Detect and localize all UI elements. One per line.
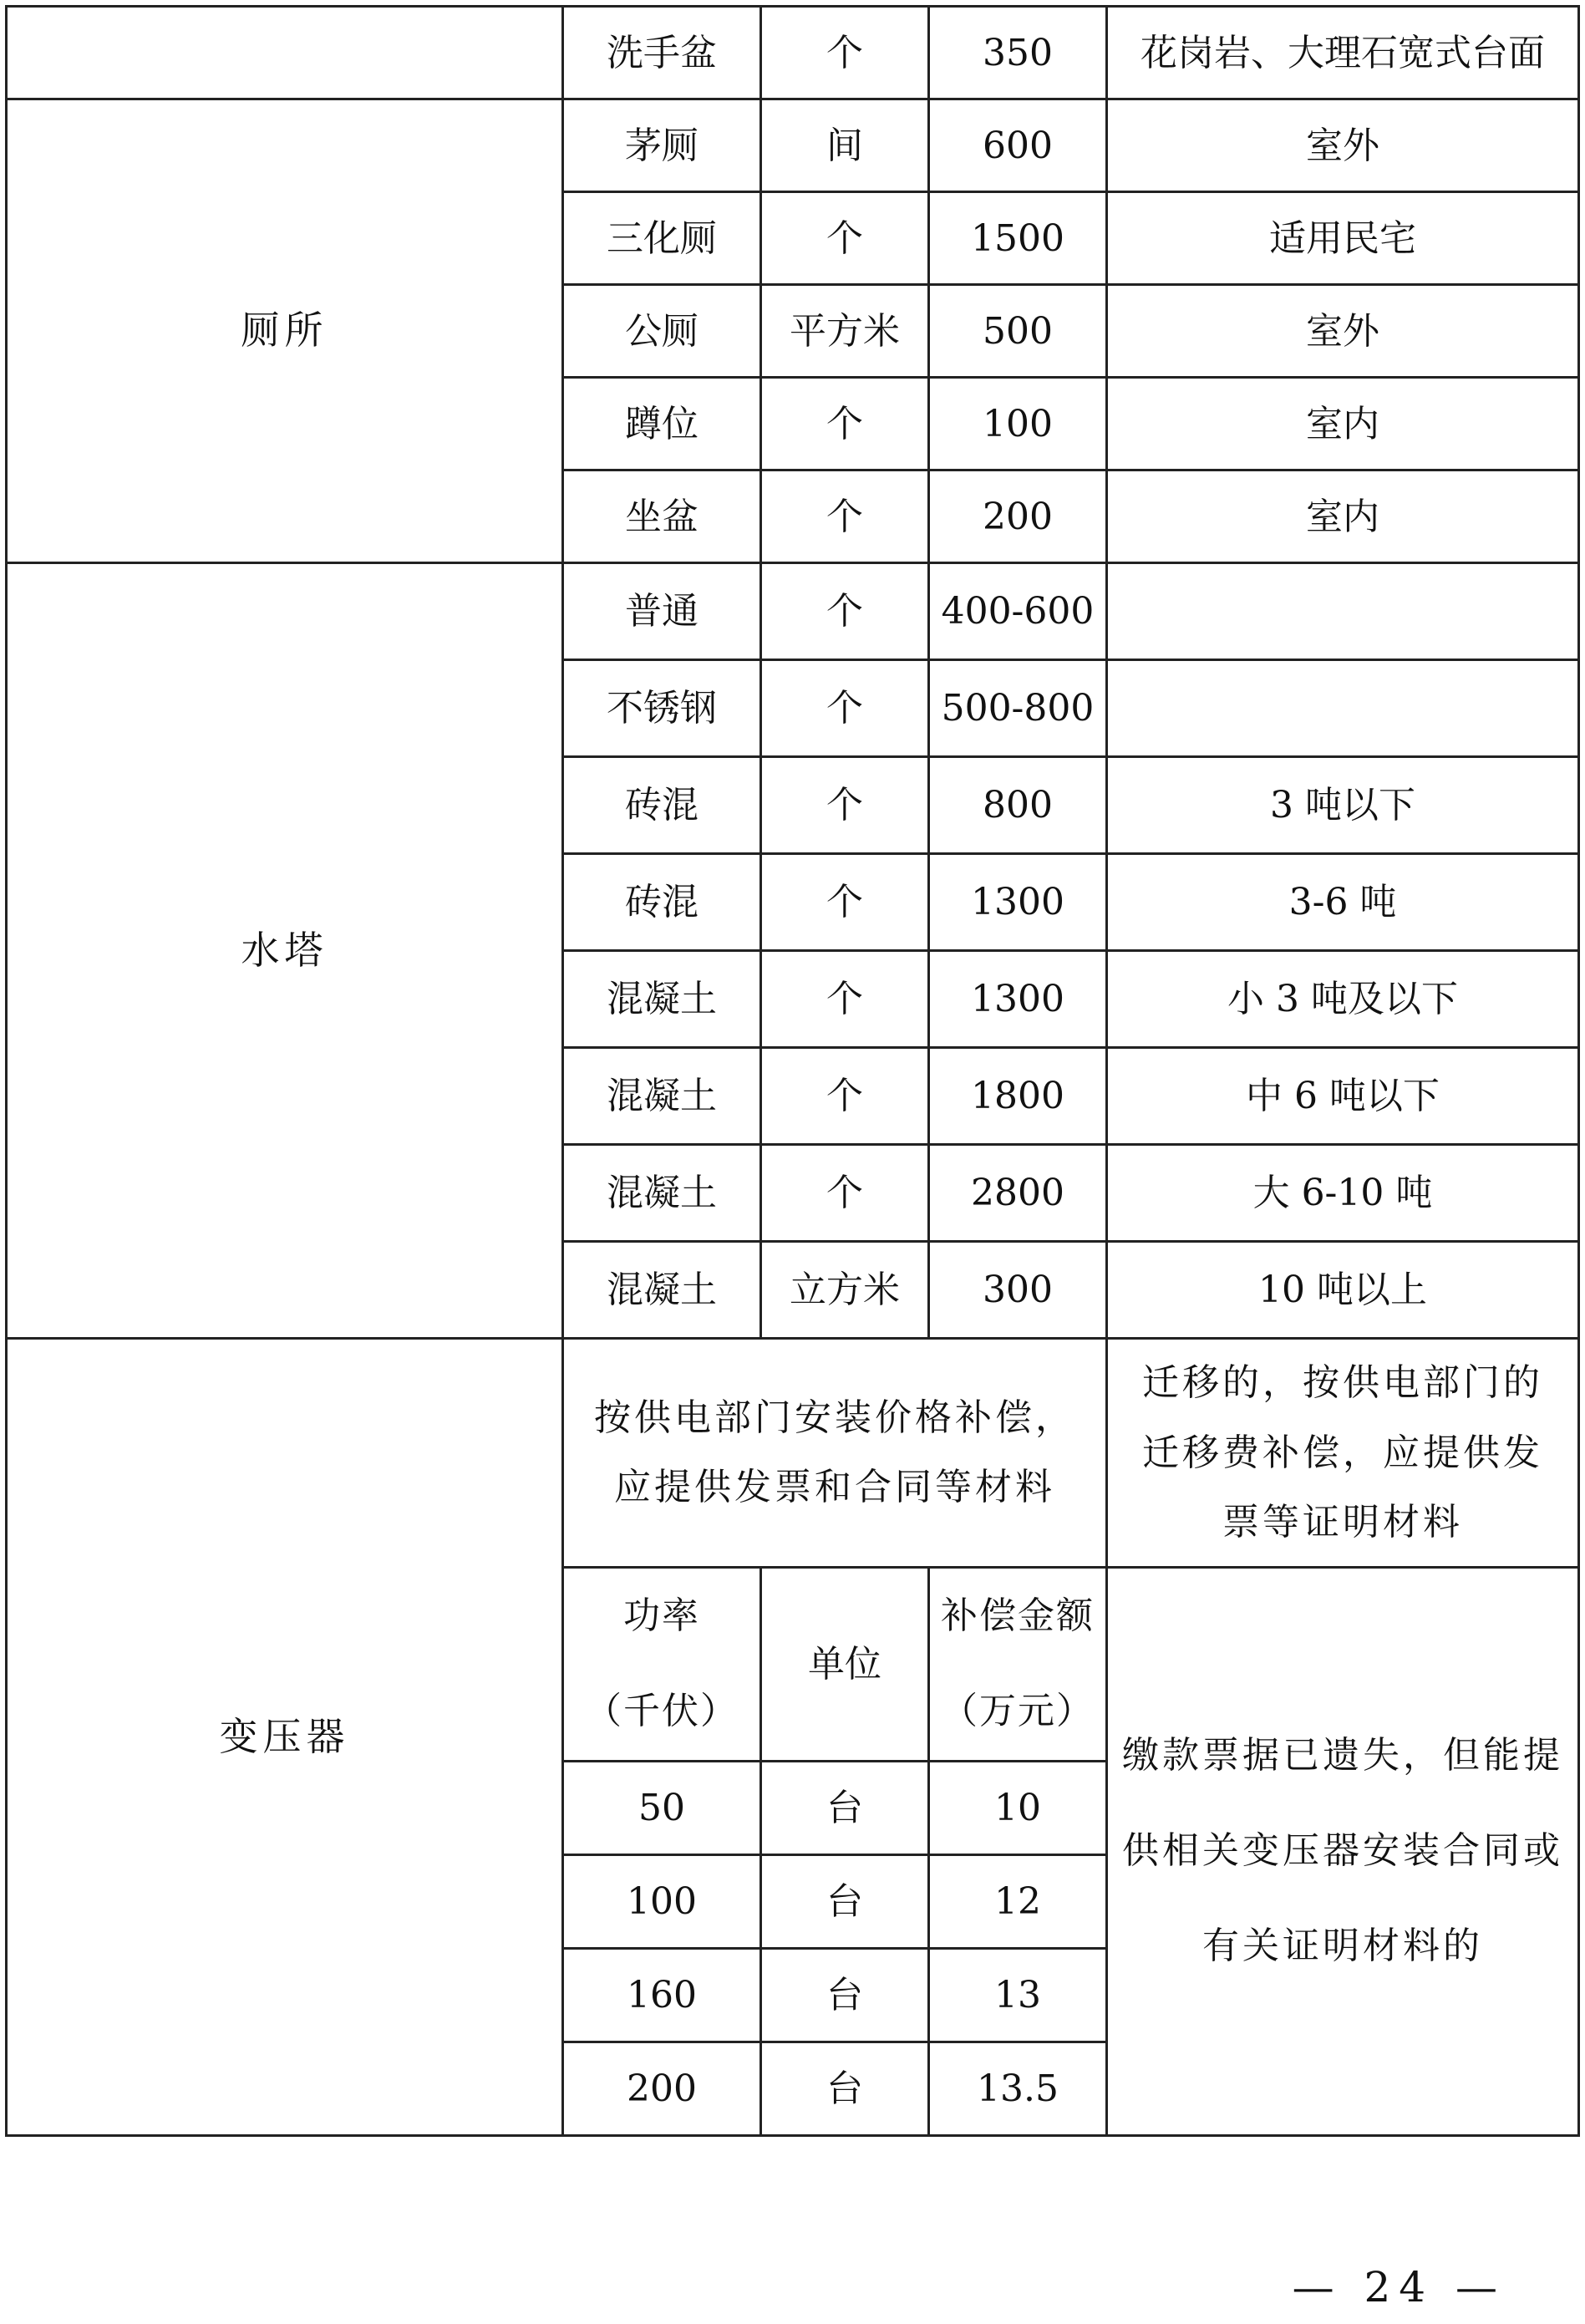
item-cell: 公厕 [563, 285, 761, 378]
price-cell: 500-800 [929, 660, 1107, 757]
page-number: — 24 — [1292, 2263, 1506, 2311]
amount-cell: 13.5 [929, 2042, 1107, 2135]
unit-cell: 个 [761, 1145, 929, 1242]
price-cell: 300 [929, 1242, 1107, 1339]
unit-header: 单位 [761, 1567, 929, 1761]
item-cell: 混凝土 [563, 1145, 761, 1242]
price-cell: 400-600 [929, 563, 1107, 660]
power-header-line1: 功率 [623, 1594, 700, 1637]
note-cell: 适用民宅 [1107, 192, 1579, 285]
install-compensation-text: 按供电部门安装价格补偿，应提供发票和合同等材料 [563, 1339, 1107, 1568]
price-cell: 2800 [929, 1145, 1107, 1242]
category-water-tower: 水塔 [7, 563, 563, 1339]
item-cell: 混凝土 [563, 951, 761, 1048]
unit-cell: 台 [761, 1854, 929, 1948]
price-cell: 100 [929, 378, 1107, 470]
unit-cell: 个 [761, 563, 929, 660]
category-transformer: 变压器 [7, 1339, 563, 2136]
unit-cell: 平方米 [761, 285, 929, 378]
price-cell: 1500 [929, 192, 1107, 285]
unit-cell: 台 [761, 2042, 929, 2135]
unit-cell: 个 [761, 192, 929, 285]
item-cell: 坐盆 [563, 470, 761, 563]
compensation-table [5, 5, 1580, 2137]
item-cell: 洗手盆 [563, 7, 761, 99]
note-cell: 室外 [1107, 285, 1579, 378]
unit-cell: 个 [761, 660, 929, 757]
unit-cell: 个 [761, 7, 929, 99]
amount-cell: 12 [929, 1854, 1107, 1948]
table-row [7, 1339, 1579, 1568]
note-cell: 室内 [1107, 470, 1579, 563]
price-cell: 500 [929, 285, 1107, 378]
amount-cell: 10 [929, 1761, 1107, 1854]
price-cell: 350 [929, 7, 1107, 99]
item-cell: 混凝土 [563, 1242, 761, 1339]
unit-cell: 个 [761, 470, 929, 563]
amount-cell: 13 [929, 1948, 1107, 2042]
price-cell: 200 [929, 470, 1107, 563]
unit-cell: 个 [761, 757, 929, 854]
price-cell: 600 [929, 99, 1107, 192]
unit-cell: 个 [761, 378, 929, 470]
item-cell: 不锈钢 [563, 660, 761, 757]
note-cell: 花岗岩、大理石宽式台面 [1107, 7, 1579, 99]
amount-header [929, 1567, 1107, 1761]
lost-receipt-text: 缴款票据已遗失，但能提供相关变压器安装合同或有关证明材料的 [1107, 1567, 1579, 2135]
unit-cell: 个 [761, 951, 929, 1048]
item-cell: 混凝土 [563, 1048, 761, 1145]
unit-cell: 立方米 [761, 1242, 929, 1339]
power-cell: 100 [563, 1854, 761, 1948]
price-cell: 1300 [929, 854, 1107, 951]
note-cell: 中 6 吨以下 [1107, 1048, 1579, 1145]
amount-header-line1: 补偿金额 [941, 1594, 1095, 1637]
note-cell: 10 吨以上 [1107, 1242, 1579, 1339]
unit-cell: 间 [761, 99, 929, 192]
note-cell: 室内 [1107, 378, 1579, 470]
amount-header-line2: （万元） [941, 1690, 1095, 1733]
item-cell: 蹲位 [563, 378, 761, 470]
item-cell: 砖混 [563, 757, 761, 854]
note-cell: 3-6 吨 [1107, 854, 1579, 951]
item-cell: 普通 [563, 563, 761, 660]
note-cell: 3 吨以下 [1107, 757, 1579, 854]
power-cell: 160 [563, 1948, 761, 2042]
power-cell: 50 [563, 1761, 761, 1854]
item-cell: 三化厕 [563, 192, 761, 285]
note-cell: 小 3 吨及以下 [1107, 951, 1579, 1048]
note-cell [1107, 660, 1579, 757]
category-cell-empty [7, 7, 563, 99]
unit-cell: 台 [761, 1948, 929, 2042]
unit-cell: 个 [761, 1048, 929, 1145]
price-cell: 1300 [929, 951, 1107, 1048]
power-header [563, 1567, 761, 1761]
item-cell: 砖混 [563, 854, 761, 951]
price-cell: 1800 [929, 1048, 1107, 1145]
item-cell: 茅厕 [563, 99, 761, 192]
unit-cell: 个 [761, 854, 929, 951]
relocation-compensation-text: 迁移的，按供电部门的迁移费补偿，应提供发票等证明材料 [1107, 1339, 1579, 1568]
category-toilet: 厕所 [7, 99, 563, 563]
power-cell: 200 [563, 2042, 761, 2135]
table-row [7, 563, 1579, 660]
price-cell: 800 [929, 757, 1107, 854]
unit-cell: 台 [761, 1761, 929, 1854]
note-cell: 室外 [1107, 99, 1579, 192]
note-cell: 大 6-10 吨 [1107, 1145, 1579, 1242]
power-header-line2: （千伏） [585, 1690, 739, 1733]
table-row [7, 7, 1579, 99]
table-row [7, 99, 1579, 192]
note-cell [1107, 563, 1579, 660]
